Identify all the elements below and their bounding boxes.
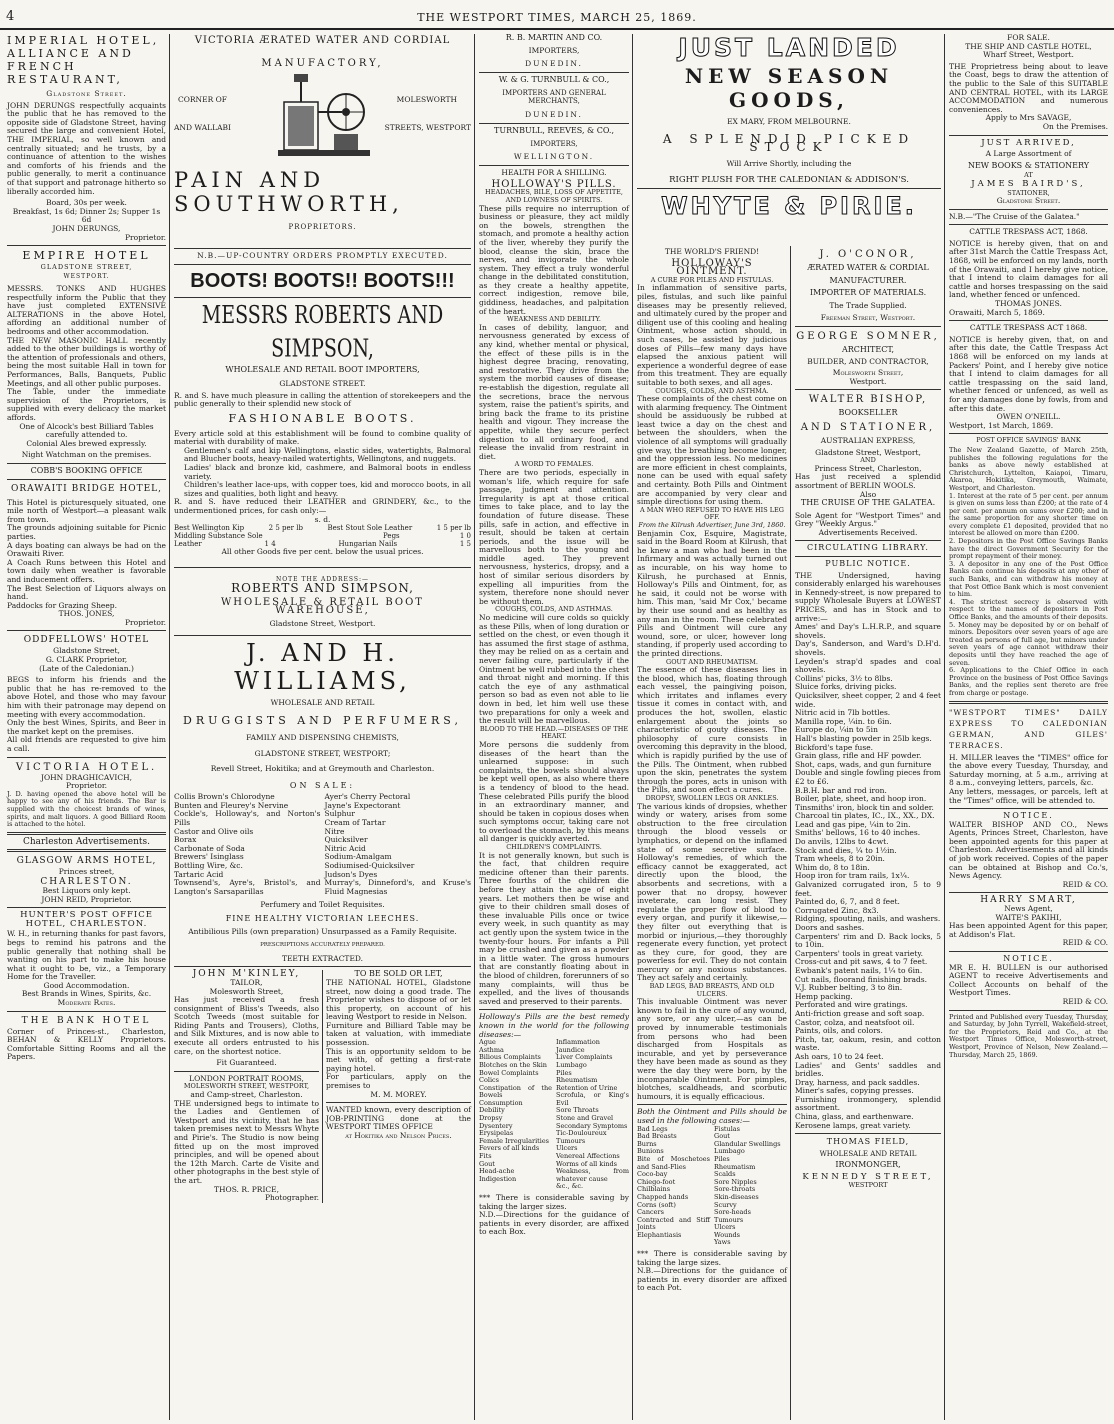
list-item: Sodiumised-Quicksilver: [324, 860, 415, 870]
column-1: [4, 34, 169, 1420]
list-item: Murray's, Dinneford's, and Kruse's Fluid Magnesias: [324, 878, 471, 896]
masthead-title: THE WESTPORT TIMES, MARCH 25, 1869.: [417, 11, 697, 24]
price-table: [174, 524, 471, 548]
page-number: 4: [6, 9, 15, 24]
list-item: Fits: [479, 1152, 492, 1161]
list-item: Boiler, plate, sheet, and hoop iron.: [795, 794, 927, 804]
list-item: Carpenters' tools in great variety.: [795, 948, 923, 958]
boots-ad: BOOTS! BOOTS!! BOOTS!!! MESSRS ROBERTS AND SIMPSON, WHOLESALE AND RETAIL BOOT IMPORTERS, GLADSTONE STREET. R. and S. have much pleasure in calling the attention of storekeepers and the public generally to their splendid new stock of FASHIONABLE BOOTS. Every article sold at this establishment will be found to combine quality of material with durability of make. Gentlemen's calf and kip Wellingtons, elastic sides, watertights, Balmoral and Blucher boots, heavy-nailed watertights, Wellingtons, and nuggets. Ladies' black and bronze kid, cashmere, and Balmoral boots in endless variety. Children's leather lace-ups, with copper toes, kid and morocco boots, in all sizes and qualities, both light and heavy. R. and S. have reduced their LEATHER and GRINDERY, &c., to the undermentioned prices, for cash only:— s. d. Best Wellington Kip 2 5 per lb Best Stout Sole Leather 1 5 per lb Middling Substance Sole Pegs 1 0 Leather 1 4 Hungarian Nails 1 5 All other Goods five per cent. below the usual prices. NOTE THE ADDRESS:— ROBERTS AND SIMPSON, WHOLESALE & RETAIL BOOT WAREHOUSE, Gladstone Street, Westport.: [174, 269, 471, 629]
price-cell: 1 0: [459, 532, 471, 541]
column-rule: [790, 246, 791, 1420]
list-item: Double and single fowling pieces from £2 to £6.: [795, 768, 941, 786]
list-item: Ulcers: [556, 1144, 578, 1153]
list-item: 2. Depositors in the Post Office Savings Banks have the direct Government Security for the prompt repayment of their money.: [949, 537, 1108, 561]
list-item: Dropsy: [479, 1114, 503, 1123]
list-item: Secondary Symptoms: [556, 1121, 628, 1130]
glasgow-arms-ad: GLASGOW ARMS HOTEL, Princes street, CHARLESTON. Best Liquors only kept. JOHN REID, Proprietor.: [16, 856, 157, 904]
list-item: Ayer's Cherry Pectoral: [324, 792, 411, 802]
walter-bishop-ad: WALTER BISHOP, BOOKSELLER AND STATIONER, AUSTRALIAN EXPRESS, Gladstone Street, Westport, AND Princess Street, Charleston, Has just received a splendid assortment of BERLIN WOOLS. Also THE CRUISE OF THE GALATEA. Sole Agent for "Westport Times" and Grey "Weekly Argus." Advertisements Received. CIRCULATING LIBRARY.: [795, 394, 941, 553]
just-landed-heading: JUST LANDED: [678, 34, 900, 62]
list-item: Ladies' and Gents' saddles and bridles.: [795, 1060, 941, 1079]
list-item: Jaundice: [556, 1045, 585, 1054]
cattle-trespass-notice-2: CATTLE TRESPASS ACT 1868. NOTICE is hereby given, that, on and after this date, the Cattle Trespass Act 1868 will be enforced on my lands at Packers' Point, and I hereby give notice that I intend to claim damages for all cattle trespassing on the said land, whether fenced or unfenced, as well as for any damages done by fowls, from and after this date. OWEN O'NEILL. Westport, 1st March, 1869.: [949, 323, 1108, 430]
list-item: Colics: [479, 1076, 500, 1085]
disease-list-left: [479, 1039, 552, 1191]
list-item: Jayne's Expectorant: [324, 800, 401, 810]
list-item: Paints, oils, and colors.: [795, 1026, 883, 1036]
list-item: Inflammation: [556, 1038, 600, 1047]
bullen-agent-notice: NOTICE. MR E. H. BULLEN is our authorised AGENT to receive Advertisements and Collect Accounts on behalf of the Westport Times. REID & CO.: [949, 954, 1108, 1006]
list-item: Head-ache: [479, 1167, 515, 1176]
list-item: Shot, caps, wads, and gun furniture: [795, 759, 932, 769]
public-notice-ironmonger: PUBLIC NOTICE. THE Undersigned, having considerably enlarged his warehouses in Kennedy-street, is now prepared to supply Wholesale Buyers at LOWEST PRICES, and has in Stock and to arrive:— Ames' and Day's L.H.R.P., and square shovels. Day's, Sanderson, and Ward's D.H'd. shovels. Leyden's strap'd spades and coal shovels. Collins' picks, 3½ to 8lbs. Sluice forks, driving picks. Quicksilver, sheet copper, 2 and 4 feet wide. Nitric acid in 7lb bottles. Manilla rope, ¼in. to 6in. Europe do, ¼in to 5in Hall's blasting powder in 25lb kegs. Bickford's tape fuse. Grain glass, rifle and HF powder. Shot, caps, wads, and gun furniture Double and single fowling pieces from £2 to £6. B.B.H. bar and rod iron. Boiler, plate, sheet, and hoop iron. Tinsmiths' iron, block tin and solder. Charcoal tin plates, IC., IX., XX., DX. Lead and gas pipe, ¼in to 2in. Smiths' bellows, 16 to 40 inches. Do anvils, 12lbs to 4cwt. Stock and dies, ¼ to 1½in. Tram wheels, 8 to 20in. Whim do, 8 to 18in. Hoop iron for tram rails, 1x¼. Galvanized corrugated iron, 5 to 9 feet. Painted do, 6, 7, and 8 feet. Corrugated Zinc, 8x3. Ridging, spouting, nails, and washers. Doors and sashes. Carpenters' rim and D. Back locks, 5 to 10in. Carpenters' tools in great variety. Cross-cut and pit saws, 4 to 7 feet. Ewbank's patent nails, 1¼ to 6in. Cut nails, floorand finishing brads. V.J. Rubber belting, 3 to 8in. Hemp packing. Perforated and wire gratings. Anti-friction grease and soft soap. Castor, colza, and neatsfoot oil. Paints, oils, and colors. Pitch, tar, oakum, resin, and cotton waste. Ash oars, 10 to 24 feet. Ladies' and Gents' saddles and bridles. Dray, harness, and pack saddles. Miner's safes, copying presses. Furnishing ironmongery, splendid assortment. China, glass, and earthenware. Kerosene lamps, great variety. THOMAS FIELD, WHOLESALE AND RETAIL IRONMONGER, KENNEDY STREET, WESTPORT: [795, 559, 941, 1189]
list-item: Cockle's, Holloway's, and Norton's Pills: [174, 809, 321, 827]
list-item: Ames' and Day's L.H.R.P., and square shovels.: [795, 622, 941, 640]
list-item: Chilblains: [637, 1185, 671, 1194]
list-item: Yaws: [714, 1238, 731, 1247]
list-item: Manilla rope, ¼in. to 6in.: [795, 716, 892, 726]
list-item: 4. The strictest secrecy is observed with respect to the names of depositors in Post Office Banks, and the amounts of their deposits.: [949, 597, 1108, 621]
whyte-pirie-heading: WHYTE & PIRIE.: [661, 191, 917, 220]
somner-ad: GEORGE SOMNER, ARCHITECT, BUILDER, AND CONTRACTOR, Molesworth Street, Westport.: [796, 330, 940, 386]
bishop-agents-notice: NOTICE. WALTER BISHOP AND CO., News Agents, Princes Street, Charleston, have been appointed agents for this paper at Charleston. Advertisements and all kinds of job work received. Copies of the paper can be obtained at Bishop and Co.'s, News Agency. REID & CO.: [949, 811, 1108, 889]
holloways-pills-ad: HEALTH FOR A SHILLING. HOLLOWAY'S PILLS. HEADACHES, BILE, LOSS OF APPETITE, AND LOWNESS OF SPIRITS. These pills require no interruption of business or pleasure, they act mildly on the bowels, strengthen the stomach, and promote a healthy action of the liver, whereby they purify the blood, cleanse the skin, brace the nerves, and invigorate the whole system. They effect a truly wonderful change in the debilitated constitution, as they create a healthy appetite, correct indigestion, remove bile, giddiness, headaches, and palpitation of the heart. WEAKNESS AND DEBILITY. In cases of debility, languor, and nervousness generated by excess of any kind, whether mental or physical, the effect of these pills is in the highest degree bracing, renovating, and restorative. They drive from the system the morbid causes of disease; re-establish the digestion, regulate all the secretions, brace the nervous system, raise the patient's spirits, and bring back the frame to its pristine health and vigour. They increase the appetite, while they secure perfect digestion to all ordinary food, and release the invalid from restraint in diet. A WORD TO FEMALES. There are two periods, especially in woman's life, which require for safe passage, judgment and attention. Irregularity is apt at those critical times to take place, and to lay the foundation of future disease. These pills, safe in action, and effective in result, should be taken at certain periods, and the issue will be marvellous both to the young and middle aged. They prevent nervousness, hysterics, dropsy, and a host of similar serious disorders by expelling all impurities from the system, therefore none should never be without them. COUGHS, COLDS, AND ASTHMAS. No medicine will cure colds so quickly as these Pills, when of long duration or settled on the chest, or even though it has assumed the first stage of asthma, they may be relied on as a certain and never failing cure, particularly if the Ointment be well rubbed into the chest and throat night and morning. If this catch the eye of any asthmatical person so bad as even not able to lie down in bed, let him well use these two preparations for only a week and the result will be marvellous. BLOOD TO THE HEAD.—DISEASES OF THE HEART. More persons die suddenly from diseases of the heart than the unlearned suppose: in such complaints, the bowels should always be kept well open, as also where there is a tendency of blood to the head. These celebrated Pills purify the blood in an extraordinary manner, and should be taken in copious doses when such symptoms occur, taking care not to overload the stomach, by this means all danger is quickly averted. CHILDREN'S COMPLAINTS. It is not generally known, but such is the fact, that children require medicine oftener than their parents. Three fourths of the children die before they attain the age of eight years. Let mothers then be wise and give to their children small doses of these invaluable Pills once or twice every week, in such quantity as may act gently upon the system twice in the twenty-four hours. For infants a Pill may be crushed and given as a powder in a little water. The gross humours that are constantly floating about in the blood of children, forerunners of so many complaints, will thus be expelled, and the lives of thousands saved and preserved to their parents. Holloway's Pills are the best remedy known in the world for the following diseases:— Ague Asthma Bilious Complaints Blotches on the Skin Bowel Complaints Colics Constipation of the Bowels Consumption Debility Dropsy Dysentery Erysipelas Female Irregularities Fevers of all kinds Fits Gout Head-ache Indigestion Inflammation Jaundice Liver Complaints Lumbago Piles Rheumatism Retention of Urine Scrofula, or King's Evil Sore Throats Stone and Gravel Secondary Symptoms Tic-Douloureux Tumours Ulcers Venereal Affections Worms of all kinds Weakness, from whatever cause &c., &c. *** There is considerable saving by taking the larger sizes. N.D.—Directions for the guidance of patients in every disorder, are affixed to each Box.: [479, 168, 629, 1237]
bank-hotel-ad: THE BANK HOTEL Corner of Princes-st., Charleston, BEHAN & KELLY Proprietors. Comfortable Sitting Rooms and all the Papers.: [7, 1015, 166, 1062]
list-item: 5. Money may be deposited by or on behalf of minors. Depositors over seven years of age are treated as persons of full age, but minors under seven years of age cannot withdraw their deposits until they have reached the age of seven.: [949, 620, 1108, 667]
list-item: Furnishing ironmongery, splendid assortment.: [795, 1094, 941, 1113]
list-item: Tic-Douloureux: [556, 1129, 607, 1138]
list-item: Grain glass, rifle and HF powder.: [795, 751, 922, 761]
ship-castle-sale-ad: FOR SALE. THE SHIP AND CASTLE HOTEL, Wharf Street, Westport. THE Proprietress being about to leave the Coast, begs to draw the attention of the public to the Sale of this SUITABLE AND CENTRAL HOTEL, with its LARGE ACCOMMODATION and numerous conveniences. Apply to Mrs SAVAGE, On the Premises.: [949, 34, 1108, 131]
price-cell: 1 5: [459, 540, 471, 549]
just-arrived-ad: JUST ARRIVED, A Large Assortment of NEW BOOKS & STATIONERY AT JAMES BAIRD'S, STATIONER, Gladstone Street. N.B.—"The Cruise of the Galatea.": [949, 139, 1108, 222]
price-row: [174, 524, 471, 532]
list-item: Townsend's, Ayre's, Bristol's, and Langton's Sarsaparillas: [174, 878, 321, 896]
price-cell: Best Stout Sole Leather: [327, 524, 413, 533]
list-item: Stone and Gravel: [556, 1114, 614, 1123]
list-item: Retention of Urine: [556, 1083, 618, 1092]
price-cell: Middling Substance Sole: [174, 532, 263, 541]
mckinley-and-portrait-ads: JOHN M'KINLEY, TAILOR, Molesworth Street, Has just received a fresh consignment of Bliss's Tweeds, also Scotch Tweeds (most suitable for Riding Pants and Trousers), Cloths, and Silk Mixtures, and is now able to execute all orders entrusted to his care, on the shortest notice. Fit Guaranteed. LONDON PORTRAIT ROOMS, MOLESWORTH STREET, WESTPORT, and Camp-street, Charleston. THE undersigned begs to intimate to the Ladies and Gentlemen of Westport and its vicinity, that he has taken premises next to Messrs Whyte and Pirie's. The Studio is now being fitted up on the most improved principles, and will be opened about the 12th March. Carte de Visite and other photographs in the best style of the art. THOS. R. PRICE, Photographer.: [174, 970, 323, 1202]
list-item: 6. Applications to the Chief Office in each Province on the business of Post Office Savings Banks, and the replies sent thereto are free from charge or postage.: [949, 666, 1108, 697]
list-item: Rheumatism: [556, 1076, 598, 1085]
oddfellows-hotel-ad: ODDFELLOWS' HOTEL Gladstone Street, G. CLARK Proprietor, (Late of the Caledonian.) BEGS to inform his friends and the public that he has re-removed to the above Hotel, and those who may favour him with their patronage may depend on meeting with every accommodation. Only the best Wines, Spirits, and Beer in the market kept on the premises. All old friends are requested to give him a call.: [7, 635, 166, 753]
list-item: Leyden's strap'd spades and coal shovels.: [795, 656, 941, 675]
column-4-left: [634, 248, 790, 1420]
list-item: Burns: [637, 1139, 657, 1148]
drug-list-right: [325, 793, 472, 896]
martin-ad: R. B. MARTIN AND CO. IMPORTERS, DUNEDIN.: [505, 34, 603, 69]
list-item: Sulphur: [324, 809, 355, 819]
list-item: Dysentery: [479, 1121, 513, 1130]
list-item: Bottling Wire, &c.: [174, 860, 243, 870]
imperial-hotel-ad: IMPERIAL HOTEL, ALLIANCE AND FRENCH RESTAURANT, Gladstone Street. JOHN DERUNGS respectfully acquaints the public that he has removed to the opposite side of Gladstone Street, having secured the large and convenient Hotel, THE IMPERIAL, so well known and centrally situated; and he trusts, by a continuance of attention to the wishes and comforts of his friends and the public generally, to merit a continuance of that support and patronage hitherto so liberally accorded him. Board, 30s per week. Breakfast, 1s 6d; Dinner 2s; Supper 1s 6d JOHN DERUNGS, Proprietor.: [7, 34, 166, 242]
list-item: Charcoal tin plates, IC., IX., XX., DX.: [795, 811, 935, 821]
list-item: Corns (soft): [637, 1200, 676, 1209]
list-item: Indigestion: [479, 1174, 517, 1183]
list-item: Hall's blasting powder in 25lb kegs.: [795, 733, 932, 743]
ironmongery-list: [795, 623, 941, 1130]
list-item: Bilious Complaints: [479, 1053, 541, 1062]
price-cell: 2 5 per lb: [268, 524, 303, 533]
turnbull-reeves-ad: TURNBULL, REEVES, & CO., IMPORTERS, WELLINGTON.: [494, 125, 614, 162]
list-item: Corrugated Zinc, 8x3.: [795, 905, 879, 915]
disease-list-right: [556, 1039, 629, 1191]
list-item: Bickford's tape fuse.: [795, 742, 874, 752]
list-item: Do anvils, 12lbs to 4cwt.: [795, 837, 889, 847]
list-item: Tartaric Acid: [174, 869, 224, 879]
list-item: Sodium-Amalgam: [324, 852, 392, 862]
holloways-ointment-ad: THE WORLD'S FRIEND! HOLLOWAY'S OINTMENT. A CURE FOR PILES AND FISTULAS. In inflammation of sensitive parts, piles, fistulas, and such like painful diseases may be presently relieved, and ultimately cured by the proper and diligent use of this cooling and healing Ointment, whose action should, in such cases, be assisted by judicious doses of Pills—few many days have elapsed the anxious patient will experience a wonderful degree of ease from this treatment. They are equally suitable to both sexes, and all ages. COUGHS, COLDS, AND ASTHMA. These complaints of the chest come on with alarming frequency. The Ointment should be assiduously be rubbed at least twice a day on the chest and between the shoulders, when the violence of all symptoms will gradually give way, the breathing become longer, and the oppression less. No medicines are more efficient in chest complaints, none can be used with equal safety and certainty. Both Pills and Ointment are accompanied by very clear and simple directions for using them. A MAN WHO REFUSED TO HAVE HIS LEG OFF. From the Kilrush Advertiser, June 3rd, 1860. Benjamin Cox, Esquire, Magistrate, said in the Board Room at Kilrush, that he knew a man who had been in the Infirmary and was actually turned out as incurable, on his way home to Kilrush, he purchased at Ennis, Holloway's Pills and Ointment, for, as he said, it could not be worse with him. This man, 'said Mr Cox,' became by their use sound and as healthy as any man in the room. These celebrated Pills and Ointment will cure any wound, sore, or ulcer, however long standing, if properly used according to the printed directions. GOUT AND RHEUMATISM. The essence of these diseases lies in the blood, which has, floating through each vessel, the paingiving poison, which irritates and inflames every tissue it comes in contact with, and produces the hot, swollen, elastic enlargement about the joints so characteristic of gouty diseases. The philosophy of cure consists in overcoming this depravity in the blood, which is rapidly purified by the use of the Pills. The Ointment, when rubbed upon the skin, penetrates the system through the pores, acts in unison with the Pills, and soon effect a cures. DROPSY, SWOLLEN LEGS OR ANKLES. The various kinds of dropsies, whether windy or watery, arises from some obstruction to the free circulation through the blood vessels or lymphatics, or depend on the inflamed state of some secretive surface. Holloway's remedies, of which the efficacy cannot be exaggerated, act directly upon the blood, the absorbents and secretions, with a power that no dropsy, however inveterate, can long resist. They regulate the proper flow of blood to every organ, and purify it likewise,—they filter out everything that is morbid or injurious,—they thoroughly regenerate every function, yet protect as they cure, for good, they are powerless for evil. They do not contain mercury or any noxious substances. They act safely and certainly. BAD LEGS, BAD BREASTS, AND OLD ULCERS. This invaluable Ointment was never known to fail in the cure of any wound, any sore, or any ulcer,—as can be proved by innumerable testimonials from persons who had been discharged from Hospitals as incurable, and yet by perseverance they have been made as sound as they were the day they were born, by the incomparable Ointment. For pimples, blotches, scaldheads, and scorbutic humours, it is equally efficacious. Both the Ointment and Pills should be used in the following cases:— Bad Legs Bad Breasts Burns Bunions Bite of Moschetoes and Sand-Flies Coco-bay Chiego-foot Chilblains Chapped hands Corns (soft) Cancers Contracted and Stiff Joints Elephantiasis Fistulas Gout Glandular Swellings Lumbago Piles Rheumatism Scalds Sore Nipples Sore-throats Skin-diseases Scurvy Sore-heads Tumours Ulcers Wounds Yaws *** There is considerable saving by taking the large sizes. N.B.—Directions for the guidance of patients in every disorder are affixed to each Pot.: [637, 248, 787, 1293]
list-item: Wounds: [714, 1230, 741, 1239]
list-item: Fevers of all kinds: [479, 1144, 540, 1153]
list-item: 1. Interest at the rate of 5 per cent. per annum is given on sums less than £200; at the rate of 4 per cent. per annum on sums over £200; and in the same proportion for any shorter time on every complete £1 deposited, provided that no interest be allowed on more than £200.: [949, 491, 1108, 538]
list-item: Quicksilver, sheet copper, 2 and 4 feet wide.: [795, 690, 941, 709]
list-item: Day's, Sanderson, and Ward's D.H'd. shovels.: [795, 639, 941, 657]
list-item: Ash oars, 10 to 24 feet.: [795, 1051, 884, 1061]
list-item: B.B.H. bar and rod iron.: [795, 785, 887, 795]
list-item: Kerosene lamps, great variety.: [795, 1120, 911, 1130]
list-item: Elephantiasis: [637, 1230, 682, 1239]
list-item: Gout: [714, 1132, 730, 1141]
price-cell: Hungarian Nails: [338, 540, 398, 549]
victoria-aerated-water-ad: VICTORIA ÆRATED WATER AND CORDIAL MANUFACTORY, CORNER OF AND WALLABI MOLESWORTH STREETS, WESTPORT PAIN AND SOUTHWORTH, PROPRIETORS. N.B.—UP-COUNTRY ORDERS PROMPTLY EXECUTED.: [174, 35, 471, 260]
list-item: China, glass, and earthenware.: [795, 1112, 914, 1122]
list-item: Chapped hands: [637, 1192, 689, 1201]
list-item: Smiths' bellows, 16 to 40 inches.: [795, 828, 921, 838]
list-item: Sore Throats: [556, 1106, 599, 1115]
cattle-trespass-notice-1: CATTLE TRESPASS ACT, 1868. NOTICE is hereby given, that on and after 31st March the Cattle Trespass Act, 1868, will be enforced on my lands, north of the Orawaiti, and I hereby give notice, that I intend to claim damages for all cattle and horses trespassing on the said land, whether fenced or unfenced. THOMAS JONES. Orawaiti, March 5, 1869.: [949, 227, 1108, 317]
column-2: [171, 34, 474, 1420]
list-item: Sore Nipples: [714, 1177, 757, 1186]
price-cell: Pegs: [383, 532, 400, 541]
list-item: Tumours: [714, 1215, 744, 1224]
list-item: Venereal Affections: [556, 1152, 620, 1161]
list-item: Painted do, 6, 7, and 8 feet.: [795, 897, 900, 907]
list-item: Tinsmiths' iron, block tin and solder.: [795, 802, 934, 812]
list-item: Whim do, 8 to 18in.: [795, 862, 870, 872]
harry-smart-notice: HARRY SMART, News Agent, WAITE'S PAKIHI, Has been appointed Agent for this paper, at Addison's Flat. REID & CO.: [949, 895, 1108, 948]
list-item: Scalds: [714, 1170, 736, 1179]
list-item: V.J. Rubber belting, 3 to 8in.: [795, 983, 903, 993]
printers-imprint: Printed and Published every Tuesday, Thursday, and Saturday, by John Tyrrell, Wakefield-street, for the Proprietors, Reid and Co., at the Westport Times Office, Molesworth-street, Westport, Province of Nelson, New Zealand.—Thursday, March 25, 1869.: [949, 1012, 1108, 1059]
list-item: Bad Breasts: [637, 1132, 677, 1141]
list-item: Cut nails, floorand finishing brads.: [795, 974, 928, 984]
list-item: Judson's Dyes: [324, 869, 378, 879]
list-item: Lead and gas pipe, ¼in to 2in.: [795, 819, 911, 829]
list-item: Doors and sashes.: [795, 923, 865, 932]
list-item: Nitric acid in 7lb bottles.: [795, 708, 891, 718]
charleston-section-heading: Charleston Advertisements.: [22, 836, 151, 847]
list-item: Coco-bay: [637, 1170, 668, 1179]
price-cell: Leather: [174, 540, 202, 549]
daily-express-ad: "WESTPORT TIMES" DAILY EXPRESS TO CALEDONIAN GERMAN, AND GILES' TERRACES. H. MILLER leaves the "TIMES" office for the above every Tuesday, Thursday, and Saturday morning, at 5 a.m., arriving at 8 a.m., conveying letters, parcels, &c. Any letters, messages, or parcels, left at the "Times" office, will be attended to.: [949, 707, 1108, 805]
list-item: Europe do, ¼in to 5in: [795, 725, 878, 735]
list-item: Bowel Complaints: [479, 1068, 539, 1077]
column-4-right: [792, 248, 944, 1420]
list-item: Worms of all kinds: [556, 1159, 618, 1168]
list-item: Consumption: [479, 1098, 523, 1107]
list-item: Lumbago: [714, 1147, 745, 1156]
price-cell: Best Wellington Kip: [174, 524, 245, 533]
list-item: Collins' picks, 3½ to 8lbs.: [795, 673, 893, 683]
list-item: Tram wheels, 8 to 20in.: [795, 854, 885, 864]
list-item: &c., &c.: [556, 1182, 584, 1191]
list-item: Glandular Swellings: [714, 1139, 781, 1148]
list-item: Anti-friction grease and soft soap.: [795, 1008, 925, 1018]
list-item: Collis Brown's Chlorodyne: [174, 792, 275, 802]
hunters-hotel-ad: HUNTER'S POST OFFICE HOTEL, CHARLESTON. W. H., in returning thanks for past favors, begs to remind his patrons and the public generally that nothing shall be wanting on his part to make his house what it ought to be, viz., a Temporary Home for the Traveller. Good Accommodation. Best Brands in Wines, Spirits, &c. Moderate Rates.: [7, 910, 166, 1008]
list-item: Bite of Moschetoes and Sand-Flies: [637, 1154, 710, 1171]
list-item: Liver Complaints: [556, 1053, 613, 1062]
list-item: Ulcers: [714, 1223, 736, 1232]
drug-list-left: [174, 793, 321, 896]
list-item: Stock and dies, ¼ to 1½in.: [795, 845, 897, 855]
list-item: Piles: [714, 1154, 730, 1163]
list-item: Ridging, spouting, nails, and washers.: [795, 914, 941, 924]
column-5: [946, 34, 1111, 1420]
masthead: [0, 0, 1114, 30]
list-item: Chiego-foot: [637, 1177, 676, 1186]
list-item: Miner's safes, copying presses.: [795, 1086, 914, 1096]
list-item: Sore-throats: [714, 1185, 756, 1194]
list-item: Cross-cut and pit saws, 4 to 7 feet.: [795, 957, 928, 967]
list-item: Galvanized corrugated iron, 5 to 9 feet.: [795, 880, 941, 898]
list-item: Fistulas: [714, 1124, 741, 1133]
list-item: Cancers: [637, 1208, 664, 1217]
list-item: Carpenters' rim and D. Back locks, 5 to 10in.: [795, 931, 941, 950]
empire-hotel-ad: EMPIRE HOTEL GLADSTONE STREET, WESTPORT. MESSRS. TONKS AND HUGHES respectfully inform the Public that they have just completed EXTENSIVE ALTERATIONS in the above Hotel, affording an additional number of bedrooms and other accommodation. THE NEW MASONIC HALL recently added to the other buildings is worthy of the attention of professionals and others, being the most suitable Hall in town for Performances, Balls, Banquets, Public Meetings, and all other public purposes. The Table, under the immediate supervision of the Proprietors, is supplied with every delicacy the market affords. One of Alcock's best Billiard Tables carefully attended to. Colonial Ales brewed expressly. Night Watchman on the premises.: [7, 249, 166, 460]
price-row: [174, 532, 471, 540]
list-item: Erysipelas: [479, 1129, 514, 1138]
williams-druggists-ad: J. AND H. WILLIAMS, WHOLESALE AND RETAIL DRUGGISTS AND PERFUMERS, FAMILY AND DISPENSING CHEMISTS, GLADSTONE STREET, WESTPORT; Revell Street, Hokitika; and at Greymouth and Charleston. ON SALE: Collis Brown's Chlorodyne Bunten and Fleurey's Nervine Cockle's, Holloway's, and Norton's Pills Castor and Olive oils Borax Carbonate of Soda Brewers' Isinglass Bottling Wire, &c. Tartaric Acid Townsend's, Ayre's, Bristol's, and Langton's Sarsaparillas Ayer's Cherry Pectoral Jayne's Expectorant Sulphur Cream of Tartar Nitre Quicksilver Nitric Acid Sodium-Amalgam Sodiumised-Quicksilver Judson's Dyes Murray's, Dinneford's, and Kruse's Fluid Magnesias Perfumery and Toilet Requisites. FINE HEALTHY VICTORIAN LEECHES. Antibilious Pills (own preparation) Unsurpassed as a Family Requisite. PRESCRIPTIONS ACCURATELY PREPARED. TEETH EXTRACTED.: [174, 638, 471, 963]
column-4-top: JUST LANDED NEW SEASON GOODS, EX MARY, FROM MELBOURNE. A SPLENDID PICKED STOCK Will Arrive Shortly, including the RIGHT PLUSH FOR THE CALEDONIAN & ADDISON'S. WHYTE & PIRIE.: [634, 34, 944, 246]
savings-bank-notice: POST OFFICE SAVINGS' BANK The New Zealand Gazette, of March 25th, publishes the following regulations for the banks as above newly established at Christchurch, Lyttelton, Kaiapoi, Timaru, Akaroa, Hokitika, Greymouth, Waimate, Westport, and Charleston. 1. Interest at the rate of 5 per cent. per annum is given on sums less than £200; at the rate of 4 per cent. per annum on sums over £200; and in the same proportion for any shorter time on every complete £1 deposited, provided that no interest be allowed on more than £200. 2. Depositors in the Post Office Savings Banks have the direct Government Security for the prompt repayment of their money. 3. A depositor in any one of the Post Office Banks can continue his deposits at any other of such Banks, and can withdraw his money at that Post Office Bank which is most convenient to him. 4. The strictest secrecy is observed with respect to the names of depositors in Post Office Banks, and the amounts of their deposits. 5. Money may be deposited by or on behalf of minors. Depositors over seven years of age are treated as persons of full age, but minors under seven years of age cannot withdraw their deposits until they have reached the age of seven. 6. Applications to the Chief Office in each Province on the business of Post Office Savings Banks, and the replies sent thereto are free from charge or postage.: [949, 436, 1108, 697]
column-rule: [169, 34, 170, 1420]
list-item: Skin-diseases: [714, 1192, 759, 1201]
list-item: Bad Legs: [637, 1124, 668, 1133]
list-item: Cream of Tartar: [324, 818, 386, 827]
list-item: Asthma: [479, 1045, 504, 1054]
list-item: Ewbank's patent nails, 1¼ to 6in.: [795, 965, 923, 975]
column-rule: [632, 34, 633, 1420]
price-cell: 1 5 per lb: [436, 524, 471, 533]
list-item: Constipation of the Bowels: [479, 1083, 552, 1100]
list-item: Perforated and wire gratings.: [795, 1000, 908, 1010]
machinery-illustration: [274, 72, 374, 162]
national-hotel-and-printing-ads: TO BE SOLD OR LET, THE NATIONAL HOTEL, Gladstone street, now doing a good trade. The Proprietor wishes to dispose of or let this property, on account of his leaving Westport to reside in Nelson. Furniture and Billiard Table may be taken at valuation, with immediate possession. This is an opportunity seldom to be met with, of getting a first-rate paying hotel. For particulars, apply on the premises to M. M. MOREY. WANTED known, every description of JOB-PRINTING done at the WESTPORT TIMES OFFICE at Hokitika and Nelson Prices.: [326, 969, 471, 1140]
price-cell: 1 4: [264, 540, 276, 549]
column-rule: [944, 34, 945, 1420]
ailment-list-left: [637, 1126, 710, 1248]
list-item: Female Irregularities: [479, 1136, 550, 1145]
list-item: Tumours: [556, 1136, 586, 1145]
list-item: Sore-heads: [714, 1208, 751, 1217]
savings-bank-rules: [949, 493, 1108, 698]
cobbs-booking-office: COBB'S BOOKING OFFICE: [30, 465, 143, 475]
list-item: Ague: [479, 1038, 496, 1047]
list-item: Blotches on the Skin: [479, 1060, 547, 1069]
list-item: Bunions: [637, 1147, 664, 1156]
list-item: Hemp packing.: [795, 991, 853, 1001]
ailment-list-right: [714, 1126, 787, 1248]
orawaiti-hotel-ad: ORAWAITI BRIDGE HOTEL, This Hotel is picturesquely situated, one mile north of Westport—a pleasant walk from town. The grounds adjoining suitable for Picnic parties. A days boating can always be had on the Orawaiti River. A Coach Runs between this Hotel and town daily when weather is favorable and inducement offers. The Best Selection of Liquors always on hand. Paddocks for Grazing Sheep. THOS. JONES, Proprietor.: [7, 483, 166, 627]
list-item: Scurvy: [714, 1200, 737, 1209]
list-item: Sluice forks, driving picks.: [795, 682, 897, 692]
list-item: Debility: [479, 1106, 505, 1115]
list-item: Nitre: [324, 826, 345, 836]
list-item: Weakness, from whatever cause: [556, 1167, 629, 1183]
list-item: Pitch, tar, oakum, resin, and cotton waste.: [795, 1034, 941, 1053]
list-item: Castor, colza, and neatsfoot oil.: [795, 1017, 915, 1027]
list-item: Contracted and Stiff Joints: [637, 1215, 710, 1232]
list-item: Gout: [479, 1159, 495, 1168]
column-rule: [474, 34, 475, 1420]
oconor-ad: J. O'CONOR, ÆRATED WATER & CORDIAL MANUFACTURER. IMPORTER OF MATERIALS. The Trade Supplied. Freeman Street, Westport.: [807, 249, 929, 323]
list-item: Quicksilver: [324, 835, 368, 845]
list-item: Dray, harness, and pack saddles.: [795, 1077, 920, 1087]
list-item: Scrofula, or King's Evil: [556, 1091, 629, 1107]
list-item: Carbonate of Soda: [174, 843, 245, 853]
list-item: Bunten and Fleurey's Nervine: [174, 800, 289, 810]
list-item: Borax: [174, 835, 197, 845]
list-item: Rheumatism: [714, 1162, 756, 1171]
list-item: Hoop iron for tram rails, 1x¼.: [795, 871, 910, 881]
list-item: Nitric Acid: [324, 843, 366, 853]
turnbull-ad: W. & G. TURNBULL & CO., IMPORTERS AND GENERAL MERCHANTS, DUNEDIN.: [498, 75, 610, 119]
list-item: 3. A depositor in any one of the Post Office Banks can continue his deposits at any other of such Banks, and can withdraw his money at that Post Office Bank which is most convenient to him.: [949, 559, 1108, 599]
column-3: [476, 34, 632, 1420]
list-item: Lumbago: [556, 1060, 587, 1069]
list-item: Brewers' Isinglass: [174, 852, 244, 862]
list-item: Piles: [556, 1068, 572, 1077]
list-item: Castor and Olive oils: [174, 826, 254, 836]
victoria-hotel-ad: VICTORIA HOTEL. JOHN DRAGHICAVICH, Proprietor. J. D. having opened the above hotel will be happy to see any of his friends. The Bar is supplied with the choicest brands of wines, spirits, and malt liquors. A good Billiard Room is attached to the hotel.: [7, 761, 166, 829]
